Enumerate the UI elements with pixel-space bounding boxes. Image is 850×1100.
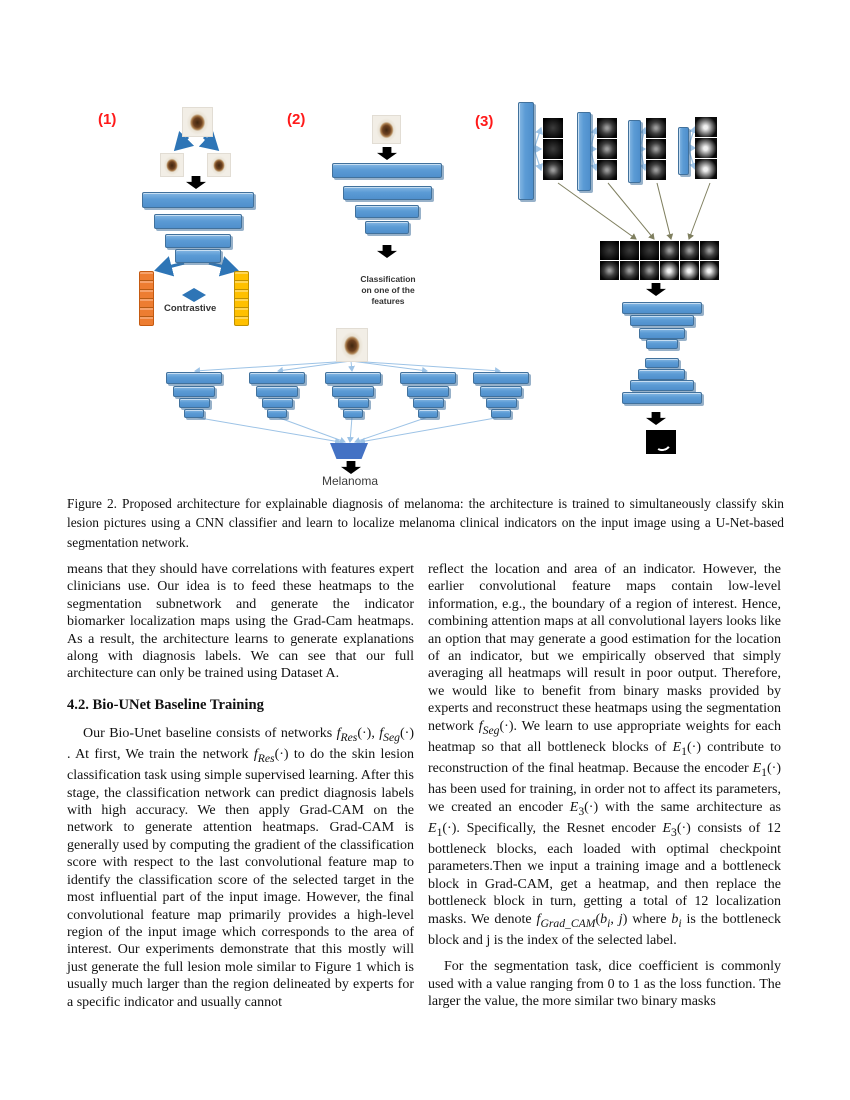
encoder-bar: [343, 409, 363, 418]
contrastive-label: Contrastive: [164, 303, 217, 314]
localization-mask-tile: [700, 261, 719, 280]
figure-caption: Figure 2. Proposed architecture for explainable diagnosis of melanoma: the architecture is trained to simultaneously classify skin lesion pictures using a CNN classifier and learn to localize melanoma clinical indicators on the input image using a U-Net-based segmentation network.: [67, 496, 784, 550]
left-column: [67, 561, 414, 1011]
feature-heatmap: [646, 160, 666, 180]
feature-heatmap: [695, 138, 717, 158]
body-paragraph: For the segmentation task, dice coefficient is commonly used with a value ranging from 0 to 1 as the loss function. The larger the value, the more similar two binary masks: [428, 959, 781, 1010]
encoder-bar: [332, 386, 374, 397]
classification-label-line: on one of the: [361, 285, 415, 295]
encoder-bar: [249, 372, 305, 384]
figure-2-diagram: [0, 95, 850, 495]
feature-heatmap: [597, 160, 617, 180]
classification-label-line: Classification: [360, 274, 416, 284]
encoder-bar: [256, 386, 298, 397]
encoder-bar: [262, 398, 293, 408]
encoder-bar: [179, 398, 210, 408]
feature-heatmap: [597, 118, 617, 138]
unet-bar: [622, 392, 702, 404]
encoder-bar: [332, 163, 442, 178]
encoder-bar: [166, 372, 222, 384]
lesion-image: [182, 107, 213, 137]
smile-arc-icon: [653, 434, 673, 452]
melanoma-output-label: Melanoma: [322, 474, 379, 488]
unet-bar: [622, 302, 702, 314]
lesion-image: [336, 328, 368, 362]
feature-vector-yellow: [234, 271, 249, 326]
classification-label: [343, 274, 433, 307]
body-paragraph: Our Bio-Unet baseline consists of networks $f_{Res}(\cdot)$, $f_{Seg}(\cdot)$ . At first, We train the network $f_{Res}(\cdot)$ to do the skin lesion classification task using simple supervised learning. After this stage, the classification network can predict diagnosis labels with high accuracy. We then apply Grad-CAM on the network to generate attention heatmaps. Grad-CAM is generally used by computing the gradient of the classification score with respect to the last convolutional feature map to identify the classification score of the selected target in the most influential part of the input image. However, the final convolutional feature map primarily provides a high-level region of the input image which corresponds to the area of interest. Our experiments demonstrate that this mostly will just generate the full lesion mole similar to Figure 1 which is usually much larger than the region delineated by experts for a specific indicator and usually cannot: [67, 725, 415, 1010]
encoder-bar: [400, 372, 456, 384]
localization-mask-tile: [640, 261, 659, 280]
feature-heatmap: [597, 139, 617, 159]
encoder-bar: [355, 205, 419, 218]
feature-heatmap: [695, 159, 717, 179]
output-mask-image: [646, 430, 676, 454]
encoder-bar: [165, 234, 231, 248]
encoder-bar: [365, 221, 409, 234]
unet-bar: [639, 328, 685, 339]
localization-mask-tile: [680, 261, 699, 280]
unet-bar: [645, 358, 679, 368]
localization-mask-tile: [660, 241, 679, 260]
encoder-bar: [473, 372, 529, 384]
encoder-bar: [267, 409, 287, 418]
encoder-bar: [480, 386, 522, 397]
feature-vector-orange: [139, 271, 154, 326]
panel-2-label: (2): [287, 111, 306, 128]
localization-mask-tile: [640, 241, 659, 260]
encoder-bar: [486, 398, 517, 408]
unet-bar: [646, 339, 678, 349]
feature-heatmap: [543, 118, 563, 138]
panel-3-label: (3): [475, 113, 494, 130]
localization-mask-tile: [660, 261, 679, 280]
localization-mask-tile: [680, 241, 699, 260]
bottleneck-bar: [678, 127, 689, 175]
unet-bar: [630, 315, 694, 326]
lesion-image: [372, 115, 401, 144]
encoder-bar: [343, 186, 432, 200]
encoder-bar: [154, 214, 242, 229]
feature-heatmap: [543, 160, 563, 180]
localization-mask-tile: [600, 241, 619, 260]
lesion-augmented-image: [160, 153, 184, 177]
fusion-trapezoid: [330, 443, 368, 459]
panel-1-label: (1): [98, 111, 117, 128]
encoder-bar: [491, 409, 511, 418]
encoder-bar: [338, 398, 369, 408]
encoder-bar: [407, 386, 449, 397]
encoder-bar: [173, 386, 215, 397]
unet-bar: [638, 369, 685, 380]
feature-heatmap: [646, 118, 666, 138]
feature-heatmap: [646, 139, 666, 159]
encoder-bar: [175, 249, 221, 263]
bottleneck-bar: [628, 120, 641, 183]
localization-mask-tile: [620, 261, 639, 280]
unet-bar: [630, 380, 694, 391]
encoder-bar: [413, 398, 444, 408]
classification-label-line: features: [371, 296, 405, 306]
feature-heatmap: [543, 139, 563, 159]
localization-mask-tile: [620, 241, 639, 260]
encoder-bar: [325, 372, 381, 384]
bottleneck-bar: [577, 112, 591, 191]
bottleneck-bar: [518, 102, 534, 200]
localization-mask-tile: [600, 261, 619, 280]
body-paragraph: means that they should have correlations with features expert clinicians use. Our idea is to feed these heatmaps to the segmentation subnetwork and generate the indicator biomarker localization maps using the Grad-Cam heatmaps. As a result, the architecture learns to generate explanations along with diagnosis labels. We can see that our full architecture can only be trained using Dataset A.: [67, 562, 414, 682]
body-paragraph: reflect the location and area of an indicator. However, the earlier convolutional feature maps contain low-level information, e.g., the boundary of a region of interest. Hence, combining attention maps at all convolutional layers looks like an option that may generate a good estimation for the location of an indicator, but we empirically observed that simply averaging all heatmaps will result in poor output. Therefore, we would like to benefit from binary masks provided by experts and reconstruct these heatmaps using the segmentation network $f_{Seg}(\cdot)$. We learn to use appropriate weights for each heatmap so that all bottleneck blocks of $E_1(\cdot)$ contribute to reconstruction of the final heatmap. Because the encoder $E_1(\cdot)$ has been used for training, in order not to affect its parameters, we created an encoder $E_3(\cdot)$ with the same architecture as $E_1(\cdot)$. Specifically, the Resnet encoder $E_3(\cdot)$ consists of 12 bottleneck blocks, each loaded with optimal checkpoint parameters.Then we input a training image and a bottleneck block in Grad-CAM, get a heatmap, and then replace the bottleneck block in turn, getting a total of 12 localization masks. We denote $f_{Grad\_CAM}(b_i$, j) where $b_i$ is the bottleneck block and j is the index of the selected label.: [428, 562, 781, 948]
encoder-bar: [418, 409, 438, 418]
localization-mask-tile: [700, 241, 719, 260]
right-column: [428, 561, 781, 1011]
feature-heatmap: [695, 117, 717, 137]
lesion-augmented-image: [207, 153, 231, 177]
encoder-bar: [142, 192, 254, 208]
section-heading: 4.2. Bio-UNet Baseline Training: [67, 696, 264, 713]
encoder-bar: [184, 409, 204, 418]
